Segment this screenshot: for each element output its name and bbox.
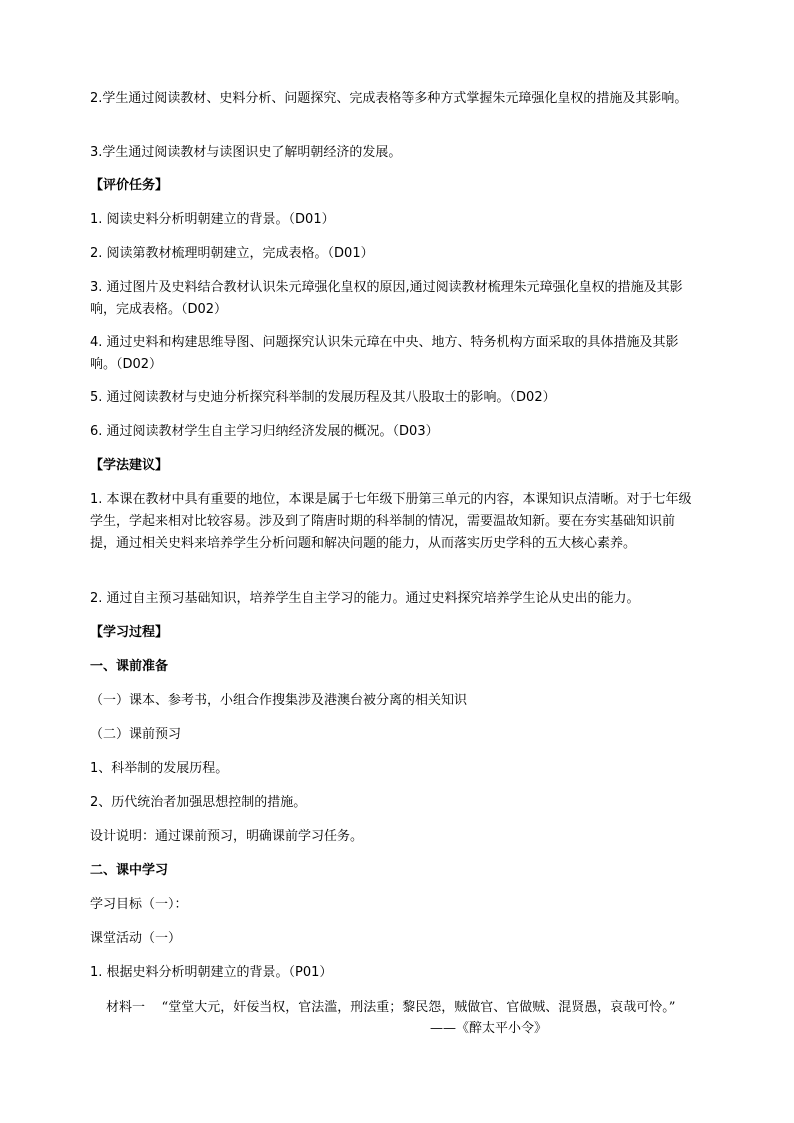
material-quote: “堂堂大元，奸佞当权，官法滥，刑法重；黎民怨，贼做官、官做贼、混贤愚，哀哉可怜。” (161, 1000, 676, 1015)
material-label: 材料一 (106, 1000, 146, 1015)
pre-class-step-1: （一）课本、参考书，小组合作搜集涉及港澳台被分离的相关知识 (90, 693, 468, 708)
advice-item-2: 2. 通过自主预习基础知识，培养学生自主学习的能力。通过史料探究培养学生论从史出的能力。 (90, 591, 640, 606)
evaluation-item-3: 3. 通过图片及史料结合教材认识朱元璋强化皇权的原因,通过阅读教材梳理朱元璋强化皇权的措施及其影响，完成表格。（D02） (90, 280, 683, 317)
evaluation-item-1: 1. 阅读史料分析明朝建立的背景。（D01） (90, 212, 335, 227)
design-note: 设计说明：通过课前预习，明确课前学习任务。 (90, 829, 364, 844)
preview-item-1: 1、科举制的发展历程。 (90, 761, 229, 776)
material-source: ——《醉太平小令》 (430, 1021, 548, 1036)
advice-heading: 【学法建议】 (90, 458, 169, 473)
advice-item-1: 1. 本课在教材中具有重要的地位，本课是属于七年级下册第三单元的内容，本课知识点清晰。对于七年级学生，学起来相对比较容易。涉及到了隋唐时期的科举制的情况，需要温故知新。要在夯实基础知识前提，通过相关史料来培养学生分析问题和解决问题的能力，从而落实历史学科的五大核心素养。 (90, 492, 692, 551)
evaluation-item-5: 5. 通过阅读教材与史迪分析探究科举制的发展历程及其八股取士的影响。（D02） (90, 390, 556, 405)
objective-3: 3.学生通过阅读教材与读图识史了解明朝经济的发展。 (90, 145, 402, 160)
class-activity-1: 课堂活动（一） (90, 931, 182, 946)
evaluation-item-6: 6. 通过阅读教材学生自主学习归纳经济发展的概况。（D03） (90, 424, 439, 439)
objective-2: 2.学生通过阅读教材、史料分析、问题探究、完成表格等多种方式掌握朱元璋强化皇权的措施及其影响。 (90, 91, 688, 106)
evaluation-item-4: 4. 通过史料和构建思维导图、问题探究认识朱元璋在中央、地方、特务机构方面采取的具体措施及其影响。（D02） (90, 335, 679, 372)
preview-item-2: 2、历代统治者加强思想控制的措施。 (90, 795, 307, 810)
class-task-1: 1. 根据史料分析明朝建立的背景。（P01） (90, 965, 333, 980)
process-heading: 【学习过程】 (90, 625, 169, 640)
learning-goal-1: 学习目标（一）： (90, 897, 188, 912)
material-1 (90, 998, 700, 1018)
pre-class-heading: 一、课前准备 (90, 659, 169, 674)
pre-class-step-2: （二）课前预习 (90, 727, 182, 742)
evaluation-item-2: 2. 阅读第教材梳理明朝建立，完成表格。（D01） (90, 246, 374, 261)
in-class-heading: 二、课中学习 (90, 863, 169, 878)
evaluation-heading: 【评价任务】 (90, 178, 169, 193)
